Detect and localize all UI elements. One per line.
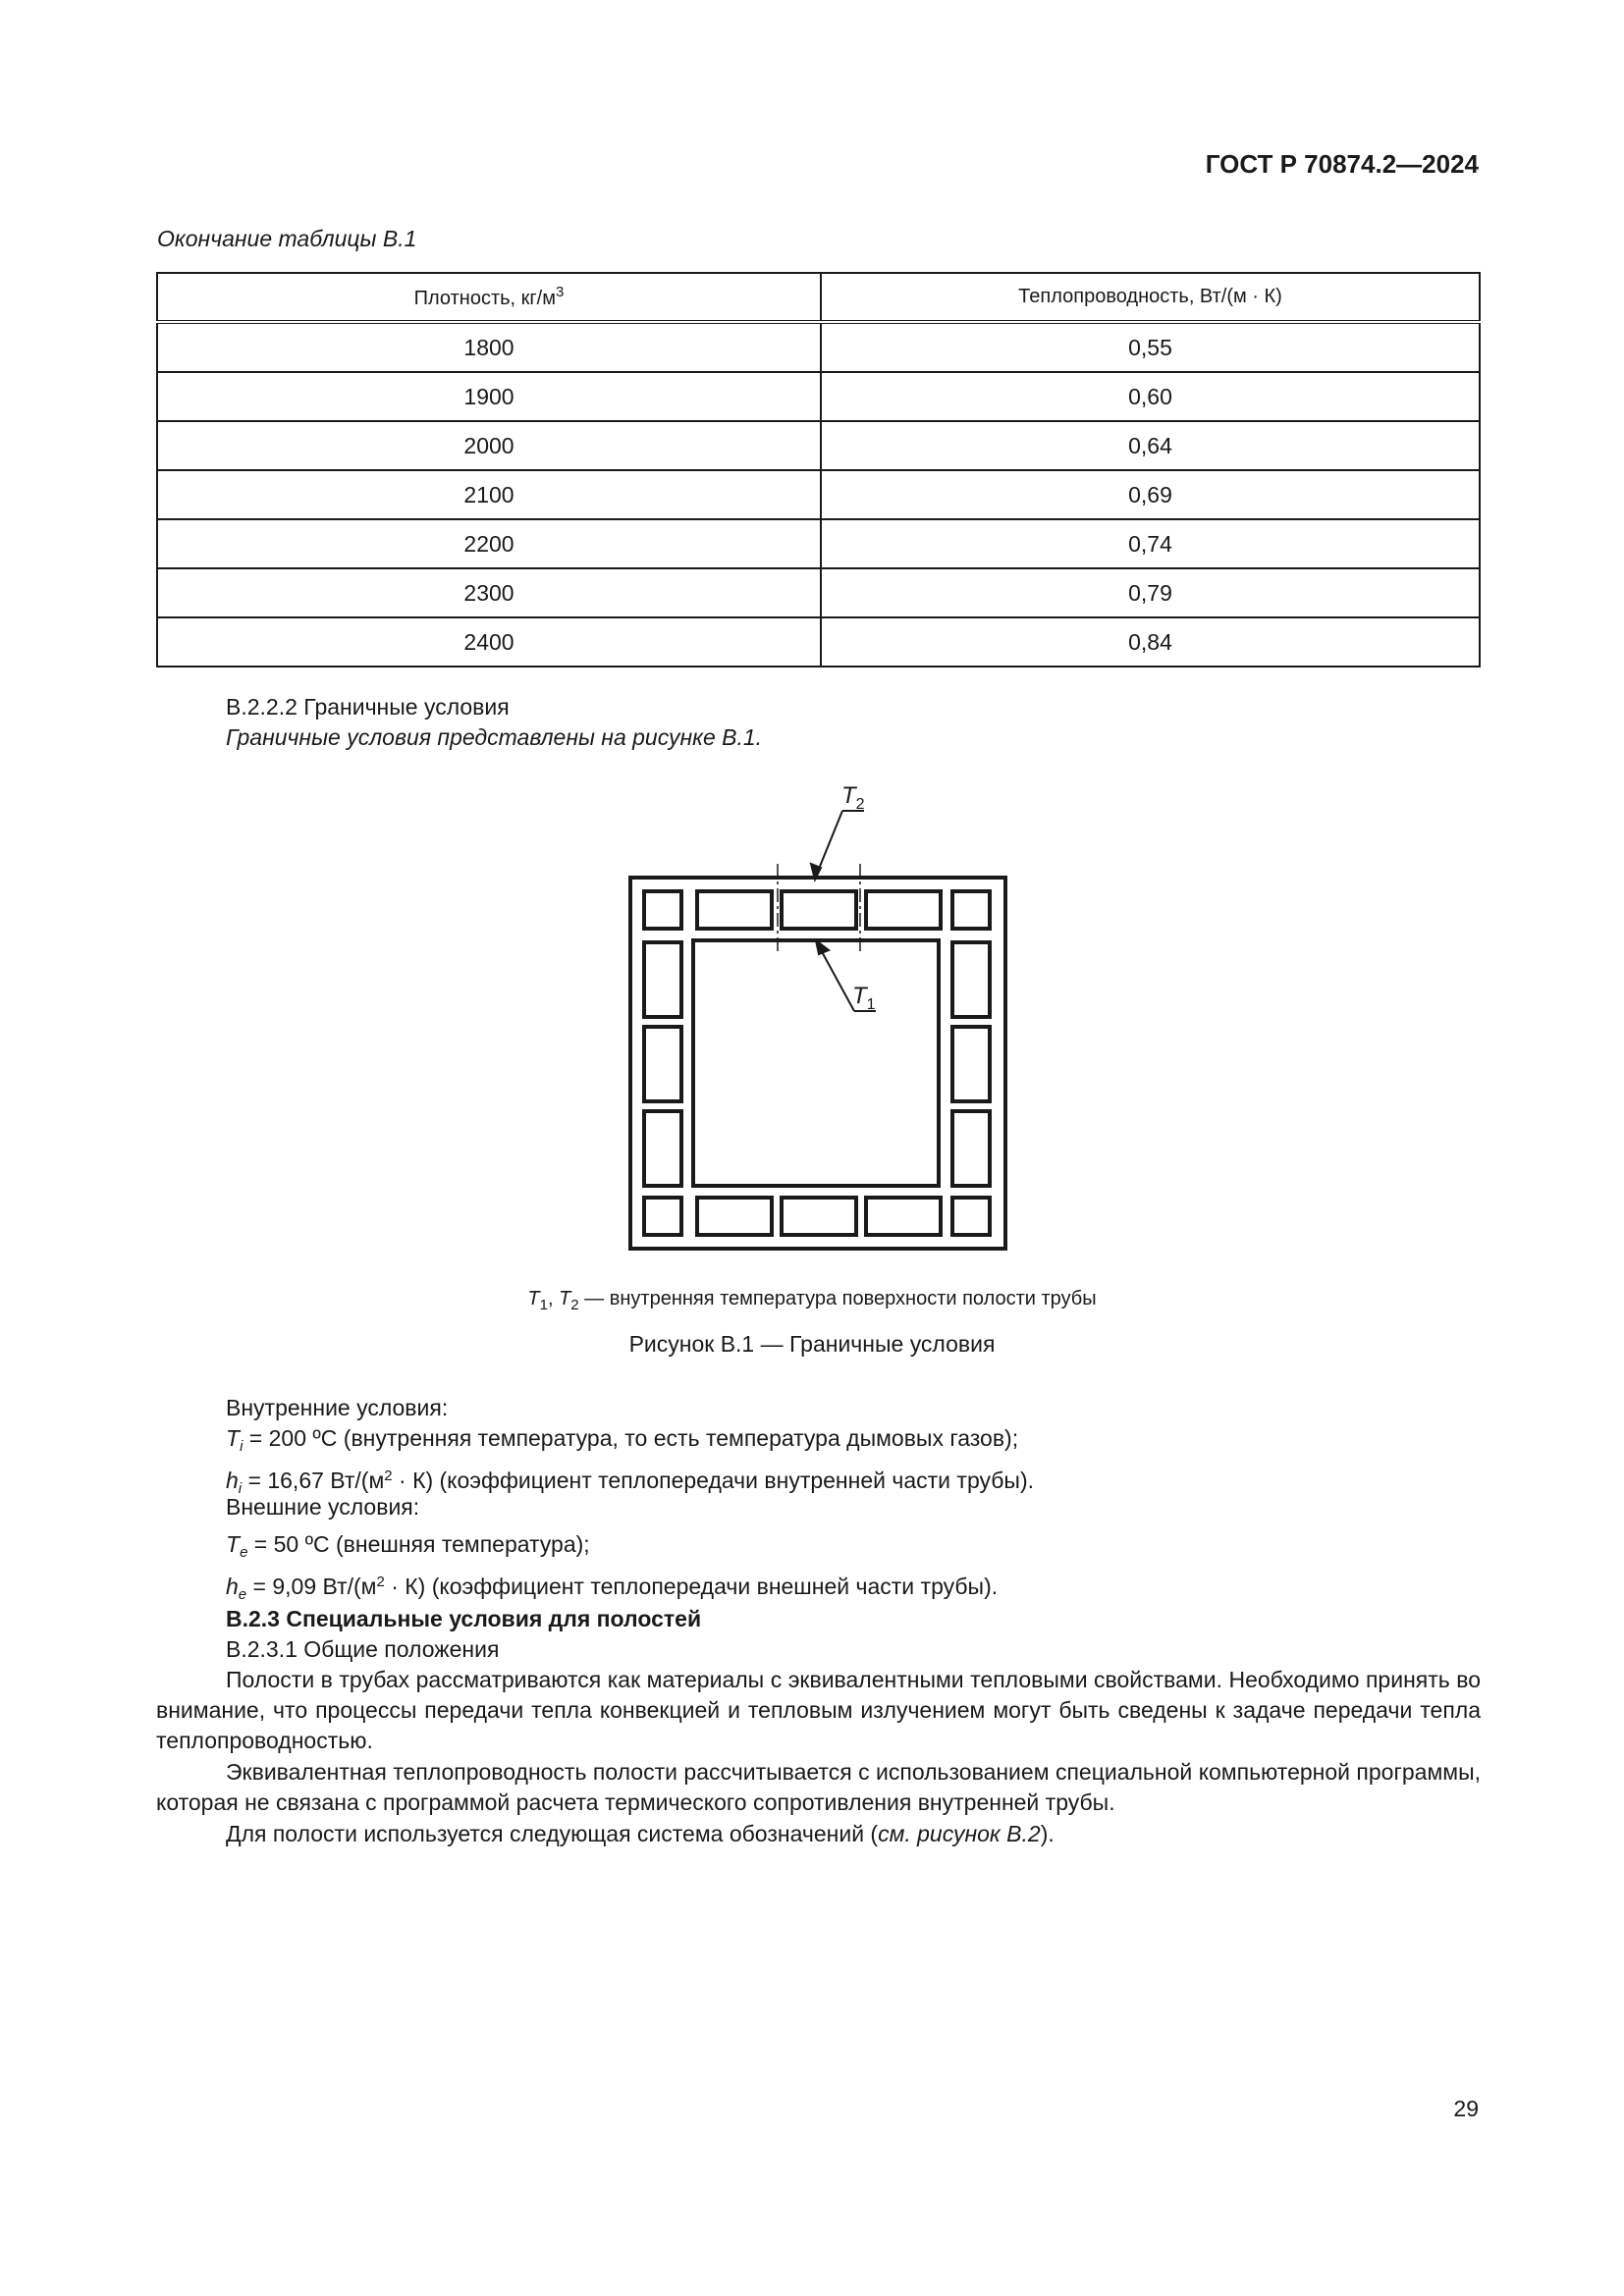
- cavity-cell: [644, 1027, 681, 1101]
- section-231-title: В.2.3.1 Общие положения: [226, 1636, 500, 1662]
- conductivity-table: [156, 272, 1481, 667]
- section-222-title: В.2.2.2 Граничные условия: [226, 694, 510, 720]
- internal-conditions-heading: Внутренние условия:: [226, 1395, 449, 1420]
- cavity-cell: [644, 1198, 681, 1235]
- document-code: ГОСТ Р 70874.2—2024: [1205, 149, 1479, 179]
- arrowhead-t1: [816, 940, 829, 954]
- cavity-cell: [644, 942, 681, 1017]
- figure-legend: $T_1$, $T_2$ — внутренняя температура поверхности полости трубы: [527, 1288, 1097, 1313]
- conductivity-cell: 0,60: [821, 372, 1480, 421]
- ti-condition: $T_i = 200$ ºС (внутренняя температура, то есть температура дымовых газов);: [226, 1425, 1019, 1455]
- conductivity-cell: 0,84: [821, 617, 1480, 667]
- table-header-row: [157, 273, 1480, 322]
- paragraph-notation: Для полости используется следующая система обозначений (см. рисунок В.2).: [226, 1821, 1055, 1846]
- density-column-header: Плотность, $кг/м^3$: [157, 273, 821, 322]
- cavity-cell: [782, 891, 856, 929]
- conductivity-cell: 0,69: [821, 470, 1480, 519]
- hi-condition: $h_i = 16,67$ $Вт/(м^2 \cdot К)$ (коэффициент теплопередачи внутренней части трубы).: [226, 1468, 1034, 1497]
- table-row: [157, 372, 1480, 421]
- leader-t2: [817, 811, 842, 874]
- density-cell: 2100: [157, 470, 821, 519]
- figure-title: Рисунок В.1 — Граничные условия: [628, 1331, 996, 1357]
- density-cell: 2300: [157, 568, 821, 617]
- te-condition: $T_e = 50$ ºС (внешняя температура);: [226, 1531, 590, 1561]
- cavity-cell: [952, 1027, 990, 1101]
- cavity-cell: [952, 1111, 990, 1186]
- conductivity-cell: 0,79: [821, 568, 1480, 617]
- cavity-cell: [782, 1198, 856, 1235]
- boundary-conditions-figure: [589, 775, 1041, 1256]
- cavity-cell: [952, 1198, 990, 1235]
- cavity-cell: [952, 891, 990, 929]
- cavity-cell: [644, 891, 681, 929]
- inner-cavity: [693, 940, 939, 1186]
- label-t2: $T_2$: [841, 782, 865, 813]
- conductivity-column-header: Теплопроводность, Вт/(м · К): [821, 273, 1480, 322]
- page-number: 29: [1453, 2096, 1479, 2121]
- table-row: [157, 470, 1480, 519]
- cavity-cell: [697, 1198, 772, 1235]
- section-222-intro: Граничные условия представлены на рисунке В.1.: [226, 724, 763, 750]
- density-cell: 2200: [157, 519, 821, 568]
- he-condition: $h_e = 9,09$ $Вт/(м^2 \cdot К)$ (коэффициент теплопередачи внешней части трубы).: [226, 1574, 999, 1603]
- section-23-title: В.2.3 Специальные условия для полостей: [226, 1606, 702, 1631]
- paragraph-equivalent-conductivity: Эквивалентная теплопроводность полости рассчитывается с использованием специальной компьютерной программы, которая не связана с программой расчета термического сопротивления внутренней трубы.: [156, 1759, 1481, 1815]
- conductivity-cell: 0,74: [821, 519, 1480, 568]
- density-cell: 2000: [157, 421, 821, 470]
- conductivity-cell: 0,64: [821, 421, 1480, 470]
- table-row: [157, 421, 1480, 470]
- leader-t1: [819, 946, 854, 1011]
- cavity-cell: [866, 891, 941, 929]
- external-conditions-heading: Внешние условия:: [226, 1494, 420, 1520]
- cavity-cell: [644, 1111, 681, 1186]
- table-row: [157, 322, 1480, 372]
- paragraph-cavities: Полости в трубах рассматриваются как материалы с эквивалентными тепловыми свойствами. Необходимо принять во внимание, что процессы передачи тепла конвекцией и тепловым излучением могут быть сведены к задаче передачи тепла теплопроводностью.: [156, 1667, 1481, 1753]
- table-row: [157, 519, 1480, 568]
- density-cell: 1800: [157, 322, 821, 372]
- outer-wall: [630, 878, 1005, 1249]
- cavity-cell: [952, 942, 990, 1017]
- table-caption: Окончание таблицы В.1: [157, 226, 417, 251]
- cavity-cell: [866, 1198, 941, 1235]
- cavity-cell: [697, 891, 772, 929]
- density-cell: 2400: [157, 617, 821, 667]
- label-t1: $T_1$: [852, 983, 876, 1013]
- density-cell: 1900: [157, 372, 821, 421]
- table-row: [157, 617, 1480, 667]
- table-row: [157, 568, 1480, 617]
- conductivity-cell: 0,55: [821, 322, 1480, 372]
- pipe-cross-section: [630, 878, 1005, 1249]
